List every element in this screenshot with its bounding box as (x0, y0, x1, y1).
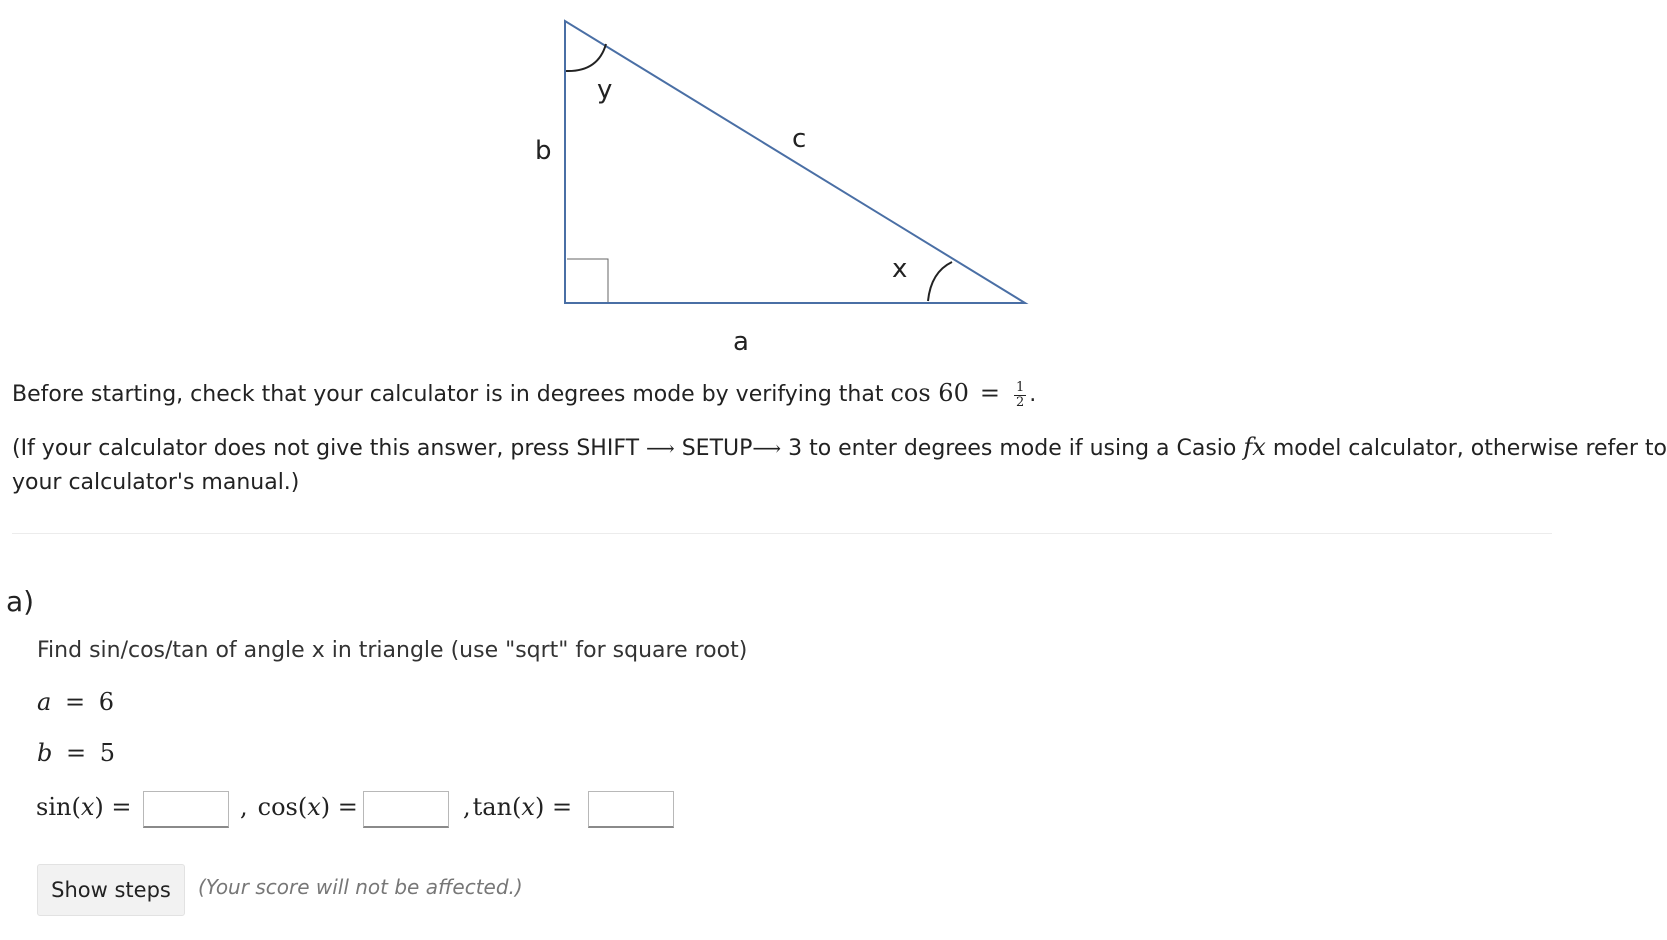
cos-text: cos( (257, 793, 308, 821)
sep-2: , (463, 793, 471, 821)
given-b (37, 739, 115, 767)
section-divider (12, 533, 1552, 534)
sin-label (36, 793, 131, 821)
triangle-outline (565, 21, 1025, 303)
cos-close-eq: ) = (320, 793, 358, 821)
triangle-diagram (0, 0, 1569, 360)
label-c: c (792, 124, 807, 154)
sin-text: sin( (36, 793, 81, 821)
score-note: (Your score will not be affected.) (198, 875, 523, 899)
tan-close-eq: ) = (534, 793, 573, 821)
part-a-label: a) (6, 585, 35, 618)
show-steps-button[interactable]: Show steps (37, 864, 185, 916)
sin-var-x: x (80, 793, 95, 821)
label-x: x (892, 254, 908, 284)
cos-answer-input[interactable] (363, 791, 449, 828)
value-a: 6 (98, 688, 114, 716)
intro-text-2c: model calculator, otherwise refer to (1272, 436, 1667, 461)
arrow-glyph: ⟶ (646, 436, 675, 460)
setup-text: SETUP (681, 436, 753, 461)
intro-text-2b: 3 to enter degrees mode if using a Casio (788, 436, 1237, 461)
eq-b: = (66, 739, 87, 767)
cos-60-math: cos 60 (890, 379, 969, 407)
intro-text-3: your calculator's manual.) (12, 470, 300, 495)
tan-label (463, 793, 572, 821)
part-a-instruction: Find sin/cos/tan of angle x in triangle (use "sqrt" for square root) (37, 638, 748, 663)
sep-1: , (240, 793, 248, 821)
intro-text-2a: (If your calculator does not give this answer, press SHIFT (12, 436, 640, 461)
period: . (1029, 382, 1037, 407)
intro-line-1 (12, 376, 1036, 412)
arrow-glyph-2: ⟶ (752, 436, 782, 460)
fx-math: fx (1243, 433, 1266, 461)
given-a (37, 688, 114, 716)
fraction-numerator: 1 (1015, 379, 1025, 395)
right-angle-marker (567, 259, 608, 302)
value-b: 5 (99, 739, 116, 767)
tan-answer-input[interactable] (588, 791, 674, 828)
sin-close-eq: ) = (94, 793, 132, 821)
tan-var-x: x (521, 793, 535, 821)
fraction-denominator: 2 (1015, 394, 1025, 410)
var-a: a (37, 688, 52, 716)
var-b: b (37, 739, 53, 767)
tan-text: tan( (472, 793, 522, 821)
cos-var-x: x (307, 793, 321, 821)
one-half-fraction (1014, 381, 1026, 410)
label-b: b (535, 136, 552, 166)
label-y: y (597, 75, 613, 105)
intro-line-2 (12, 430, 1667, 466)
intro-text: Before starting, check that your calculator is in degrees mode by verifying that (12, 382, 884, 407)
label-a: a (733, 327, 749, 357)
angle-y-arc (566, 44, 606, 71)
intro-line-3 (12, 465, 299, 500)
sin-answer-input[interactable] (143, 791, 229, 828)
angle-x-arc (928, 262, 952, 301)
equals-sign: = (979, 379, 1000, 407)
eq-a: = (64, 688, 86, 716)
cos-label (240, 793, 358, 821)
